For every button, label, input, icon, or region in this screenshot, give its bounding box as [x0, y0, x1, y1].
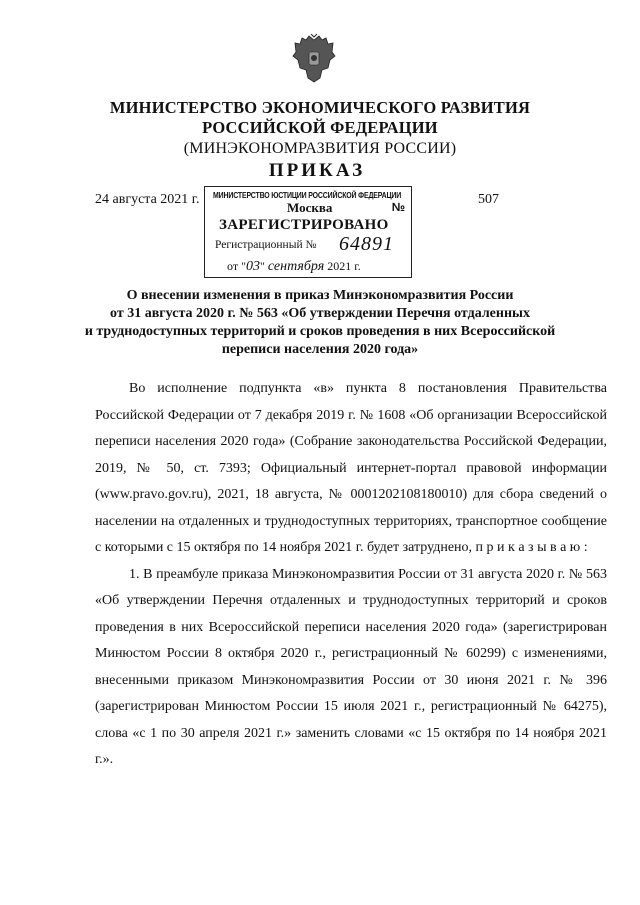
stamp-date: от "03" сентября 2021 г. [227, 259, 361, 274]
ministry-name-line2: РОССИЙСКОЙ ФЕДЕРАЦИИ [202, 118, 438, 137]
title-line: от 31 августа 2020 г. № 563 «Об утверждении Перечня отдаленных [110, 306, 530, 321]
stamp-registered: ЗАРЕГИСТРИРОВАНО [219, 217, 389, 233]
ministry-name-line1: МИНИСТЕРСТВО ЭКОНОМИЧЕСКОГО РАЗВИТИЯ [109, 98, 531, 117]
preamble-paragraph: Во исполнение подпункта «в» пункта 8 постановления Правительства Российской Федерации от 7 декабря 2019 г. № 1608 «Об организации Всероссийской переписи населения 2020 года» (Собрание законодательства Российской Федерации, 2019, № 50, ст. 7393; Официальный интернет-портал правовой информации (www.pravo.gov.ru), 2021, 18 августа, № 0001202108180010) для сбора сведений о населении на отдаленных и труднодоступных территориях, транспортное сообщение с которыми с 15 октября по 14 ноября 2021 г. будет затруднено, п р и к а з ы в а ю : [95, 381, 607, 555]
registration-stamp [204, 186, 412, 278]
stamp-city: Москва [287, 200, 333, 215]
coat-of-arms-icon [292, 34, 336, 84]
title-line: и труднодоступных территорий и сроков проведения в них Всероссийской [84, 324, 556, 339]
document-title [60, 287, 580, 359]
item-1-paragraph: 1. В преамбуле приказа Минэкономразвития России от 31 августа 2020 г. № 563 «Об утверждении Перечня отдаленных и труднодоступных территорий и сроков проведения в них Всероссийской переписи населения 2020 года» (зарегистрирован Минюстом России 8 октября 2020 г., регистрационный № 60299) с изменениями, внесенными приказом Минэкономразвития России от 30 июня 2021 г. № 396 (зарегистрирован Минюстом России 15 июля 2021 г., регистрационный № 64275), слова «с 1 по 30 апреля 2021 г.» заменить словами «с 15 октября по 14 ноября 2021 г.». [95, 566, 607, 767]
body-text [95, 376, 607, 774]
document-date: 24 августа 2021 г. [95, 192, 200, 207]
stamp-reg-label: Регистрационный № [215, 239, 317, 251]
ministry-abbr: (МИНЭКОНОМРАЗВИТИЯ РОССИИ) [183, 140, 457, 157]
stamp-ministry: МИНИСТЕРСТВО ЮСТИЦИИ РОССИЙСКОЙ ФЕДЕРАЦИИ [213, 190, 402, 200]
document-number: 507 [478, 192, 499, 207]
stamp-no-label: № [391, 200, 405, 214]
title-line: переписи населения 2020 года» [221, 342, 419, 357]
stamp-reg-number: 64891 [339, 233, 394, 255]
title-line: О внесении изменения в приказ Минэкономразвития России [126, 288, 514, 303]
document-type: ПРИКАЗ [268, 160, 366, 181]
